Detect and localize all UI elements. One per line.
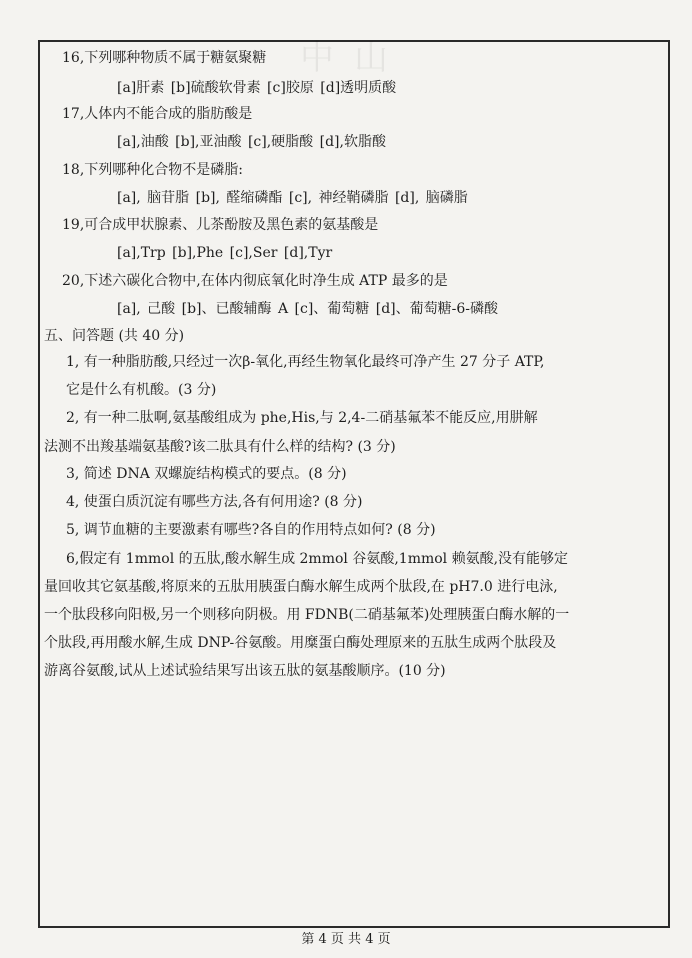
qa6-line2: 量回收其它氨基酸,将原来的五肽用胰蛋白酶水解生成两个肽段,在 pH7.0 进行电泳, xyxy=(44,579,558,595)
qa2-line2: 法测不出羧基端氨基酸?该二肽具有什么样的结构? (3 分) xyxy=(44,439,396,455)
q19-stem: 19,可合成甲状腺素、儿茶酚胺及黑色素的氨基酸是 xyxy=(62,217,379,233)
q20-options: [a], 己酸 [b]、已酸辅酶 A [c]、葡萄糖 [d]、葡萄糖-6-磷酸 xyxy=(117,301,498,317)
qa4-line1: 4, 使蛋白质沉淀有哪些方法,各有何用途? (8 分) xyxy=(66,494,363,510)
section-heading: 五、问答题 (共 40 分) xyxy=(44,328,185,344)
q20-stem: 20,下述六碳化合物中,在体内彻底氧化时净生成 ATP 最多的是 xyxy=(62,273,448,289)
q17-options: [a],油酸 [b],亚油酸 [c],硬脂酸 [d],软脂酸 xyxy=(117,134,386,150)
qa6-line1: 6,假定有 1mmol 的五肽,酸水解生成 2mmol 谷氨酸,1mmol 赖氨酸,没有能够定 xyxy=(66,551,569,567)
qa6-line4: 个肽段,再用酸水解,生成 DNP-谷氨酸。用糜蛋白酶处理原来的五肽生成两个肽段及 xyxy=(44,635,557,651)
q19-options: [a],Trp [b],Phe [c],Ser [d],Tyr xyxy=(117,245,333,261)
qa6-line3: 一个肽段移向阳极,另一个则移向阴极。用 FDNB(二硝基氟苯)处理胰蛋白酶水解的一 xyxy=(44,607,570,623)
page-number: 第 4 页 共 4 页 xyxy=(301,932,391,947)
qa1-line2: 它是什么有机酸。(3 分) xyxy=(66,382,217,398)
q18-stem: 18,下列哪种化合物不是磷脂: xyxy=(62,162,243,178)
q16-stem: 16,下列哪种物质不属于糖氨聚糖 xyxy=(62,50,267,66)
qa3-line1: 3, 简述 DNA 双螺旋结构模式的要点。(8 分) xyxy=(66,466,347,482)
q18-options: [a], 脑苷脂 [b], 醛缩磷酯 [c], 神经鞘磷脂 [d], 脑磷脂 xyxy=(117,190,468,206)
qa2-line1: 2, 有一种二肽啊,氨基酸组成为 phe,His,与 2,4-二硝基氟苯不能反应,用肼解 xyxy=(66,410,538,426)
qa6-line5: 游离谷氨酸,试从上述试验结果写出该五肽的氨基酸顺序。(10 分) xyxy=(44,663,446,679)
qa5-line1: 5, 调节血糖的主要激素有哪些?各自的作用特点如何? (8 分) xyxy=(66,522,436,538)
qa1-line1: 1, 有一种脂肪酸,只经过一次β-氧化,再经生物氧化最终可净产生 27 分子 ATP, xyxy=(66,354,545,370)
bleed-through-text: 中山 xyxy=(300,38,408,78)
q16-options: [a]肝素 [b]硫酸软骨素 [c]胶原 [d]透明质酸 xyxy=(117,80,397,96)
q17-stem: 17,人体内不能合成的脂肪酸是 xyxy=(62,106,253,122)
